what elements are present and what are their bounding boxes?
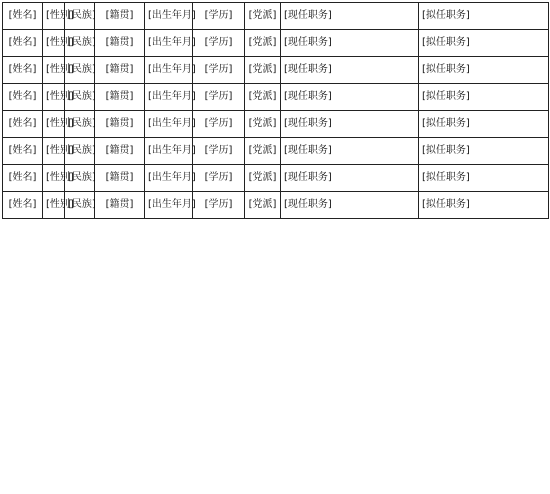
cell-education: [学历]: [193, 30, 245, 57]
cell-proposed-post: [拟任职务]: [419, 84, 549, 111]
cell-proposed-post: [拟任职务]: [419, 3, 549, 30]
cell-birth: [出生年月]: [145, 84, 193, 111]
cell-education: [学历]: [193, 111, 245, 138]
cell-name: [姓名]: [3, 57, 43, 84]
cell-birth: [出生年月]: [145, 57, 193, 84]
table-row: [3, 165, 549, 192]
cell-current-post: [现任职务]: [281, 138, 419, 165]
cell-name: [姓名]: [3, 165, 43, 192]
cell-ethnicity: [民族]: [65, 84, 95, 111]
cell-education: [学历]: [193, 165, 245, 192]
cell-sex: [性别]: [43, 165, 65, 192]
cell-education: [学历]: [193, 138, 245, 165]
cell-party: [党派]: [245, 3, 281, 30]
cell-sex: [性别]: [43, 111, 65, 138]
cell-sex: [性别]: [43, 192, 65, 219]
cell-birthplace: [籍贯]: [95, 138, 145, 165]
cell-current-post: [现任职务]: [281, 3, 419, 30]
cell-party: [党派]: [245, 165, 281, 192]
cell-current-post: [现任职务]: [281, 84, 419, 111]
cell-birth: [出生年月]: [145, 30, 193, 57]
cell-birthplace: [籍贯]: [95, 30, 145, 57]
cell-ethnicity: [民族]: [65, 111, 95, 138]
roster-body: [3, 3, 549, 219]
cell-name: [姓名]: [3, 192, 43, 219]
table-row: [3, 84, 549, 111]
cell-name: [姓名]: [3, 84, 43, 111]
cell-party: [党派]: [245, 192, 281, 219]
cell-name: [姓名]: [3, 30, 43, 57]
cell-proposed-post: [拟任职务]: [419, 111, 549, 138]
roster-sheet: [2, 2, 548, 219]
cell-birth: [出生年月]: [145, 192, 193, 219]
cell-current-post: [现任职务]: [281, 30, 419, 57]
table-row: [3, 3, 549, 30]
table-row: [3, 30, 549, 57]
cell-education: [学历]: [193, 3, 245, 30]
cell-party: [党派]: [245, 138, 281, 165]
table-row: [3, 138, 549, 165]
cell-birth: [出生年月]: [145, 138, 193, 165]
cell-education: [学历]: [193, 57, 245, 84]
cell-birthplace: [籍贯]: [95, 165, 145, 192]
table-row: [3, 111, 549, 138]
cell-current-post: [现任职务]: [281, 192, 419, 219]
cell-birthplace: [籍贯]: [95, 84, 145, 111]
cell-sex: [性别]: [43, 138, 65, 165]
cell-education: [学历]: [193, 84, 245, 111]
cell-proposed-post: [拟任职务]: [419, 192, 549, 219]
cell-ethnicity: [民族]: [65, 138, 95, 165]
cell-ethnicity: [民族]: [65, 165, 95, 192]
cell-sex: [性别]: [43, 30, 65, 57]
cell-current-post: [现任职务]: [281, 111, 419, 138]
table-row: [3, 57, 549, 84]
cell-proposed-post: [拟任职务]: [419, 57, 549, 84]
cell-birthplace: [籍贯]: [95, 57, 145, 84]
cell-proposed-post: [拟任职务]: [419, 30, 549, 57]
cell-ethnicity: [民族]: [65, 30, 95, 57]
cell-party: [党派]: [245, 30, 281, 57]
cell-party: [党派]: [245, 111, 281, 138]
cell-birth: [出生年月]: [145, 111, 193, 138]
cell-current-post: [现任职务]: [281, 165, 419, 192]
cell-name: [姓名]: [3, 111, 43, 138]
cell-sex: [性别]: [43, 57, 65, 84]
table-row: [3, 192, 549, 219]
cell-current-post: [现任职务]: [281, 57, 419, 84]
cell-birthplace: [籍贯]: [95, 111, 145, 138]
cell-party: [党派]: [245, 57, 281, 84]
cell-ethnicity: [民族]: [65, 192, 95, 219]
cell-party: [党派]: [245, 84, 281, 111]
cell-name: [姓名]: [3, 138, 43, 165]
cell-sex: [性别]: [43, 84, 65, 111]
cell-name: [姓名]: [3, 3, 43, 30]
cell-proposed-post: [拟任职务]: [419, 165, 549, 192]
cell-birthplace: [籍贯]: [95, 192, 145, 219]
cell-ethnicity: [民族]: [65, 3, 95, 30]
cell-education: [学历]: [193, 192, 245, 219]
cell-birth: [出生年月]: [145, 3, 193, 30]
cell-birthplace: [籍贯]: [95, 3, 145, 30]
cell-birth: [出生年月]: [145, 165, 193, 192]
roster-table: [2, 2, 549, 219]
cell-proposed-post: [拟任职务]: [419, 138, 549, 165]
cell-ethnicity: [民族]: [65, 57, 95, 84]
cell-sex: [性别]: [43, 3, 65, 30]
